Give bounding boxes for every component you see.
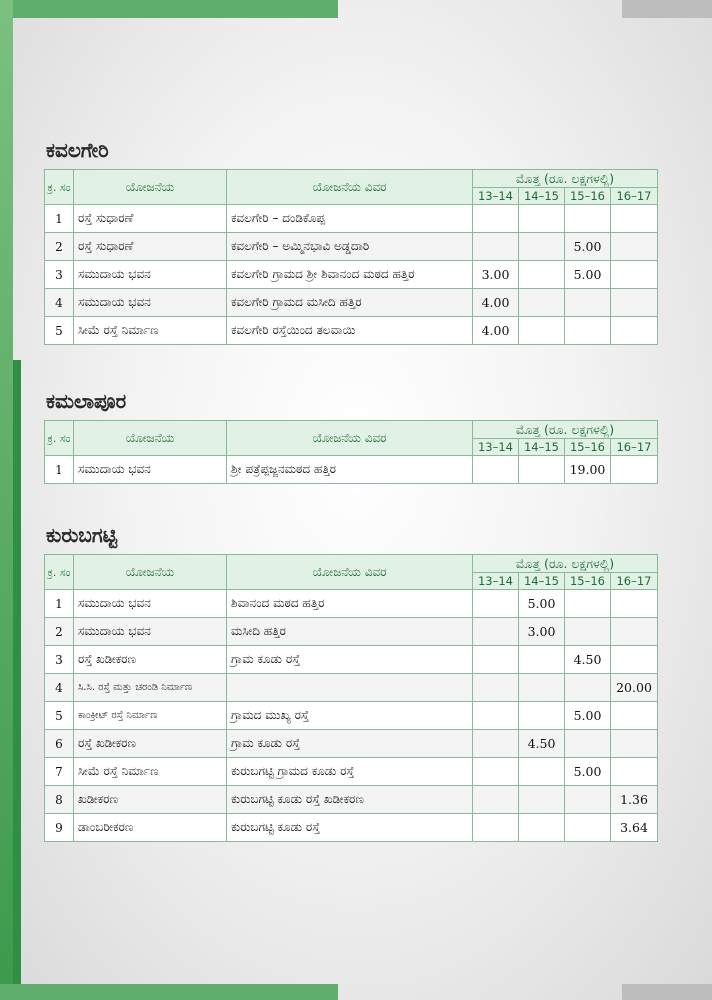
cell-amount: [519, 456, 565, 484]
cell-serial-no: 1: [45, 456, 74, 484]
cell-amount: 5.00: [565, 758, 611, 786]
cell-scheme: ಸಮುದಾಯ ಭವನ: [74, 261, 227, 289]
cell-amount: [519, 289, 565, 317]
section-kurubagatti: [44, 522, 657, 842]
left-dark-green-stripe: [13, 360, 21, 1000]
left-green-stripe: [0, 0, 13, 1000]
cell-amount: [565, 730, 611, 758]
cell-amount: [473, 646, 519, 674]
cell-details: [227, 674, 473, 702]
cell-serial-no: 8: [45, 786, 74, 814]
cell-amount: [611, 261, 658, 289]
cell-amount: [519, 674, 565, 702]
cell-amount: [611, 702, 658, 730]
schemes-table: [44, 169, 658, 345]
table-row: [45, 289, 658, 317]
cell-details: ಗ್ರಾಮ ಕೂಡು ರಸ್ತೆ: [227, 646, 473, 674]
cell-serial-no: 3: [45, 646, 74, 674]
cell-scheme: ಸೀಮೆ ರಸ್ತೆ ನಿರ್ಮಾಣ: [74, 758, 227, 786]
section-title: ಕುರುಬಗಟ್ಟಿ: [46, 523, 118, 547]
cell-details: ಶ್ರೀ ಪತ್ರೆಪ್ಪಜ್ಜನಮಠದ ಹತ್ತಿರ: [227, 456, 473, 484]
cell-amount: [611, 758, 658, 786]
cell-amount: 5.00: [565, 702, 611, 730]
header-serial-no: ಕ್ರ. ಸಂ: [45, 421, 74, 456]
top-gray-bar: [622, 0, 712, 18]
bottom-green-bar: [0, 984, 338, 1000]
cell-details: ಗ್ರಾಮದ ಮುಖ್ಯ ರಸ್ತೆ: [227, 702, 473, 730]
table-row: [45, 317, 658, 345]
cell-amount: [519, 702, 565, 730]
cell-details: ಕುರುಬಗಟ್ಟಿ ಗ್ರಾಮದ ಕೂಡು ರಸ್ತೆ: [227, 758, 473, 786]
cell-amount: [473, 205, 519, 233]
cell-amount: [519, 205, 565, 233]
header-amount: ಮೊತ್ತ (ರೂ. ಲಕ್ಷಗಳಲ್ಲಿ): [473, 421, 658, 439]
cell-serial-no: 7: [45, 758, 74, 786]
header-scheme-details: ಯೋಜನೆಯ ವಿವರ: [227, 170, 473, 205]
cell-amount: [611, 646, 658, 674]
header-serial-no: ಕ್ರ. ಸಂ: [45, 170, 74, 205]
cell-amount: 5.00: [565, 233, 611, 261]
bottom-gray-bar: [622, 984, 712, 1000]
section-title: ಕವಲಗೇರಿ: [46, 138, 109, 162]
top-green-bar: [0, 0, 338, 18]
cell-serial-no: 2: [45, 618, 74, 646]
cell-amount: 4.50: [519, 730, 565, 758]
table-row: [45, 758, 658, 786]
header-serial-no: ಕ್ರ. ಸಂ: [45, 555, 74, 590]
cell-amount: [611, 205, 658, 233]
cell-serial-no: 3: [45, 261, 74, 289]
cell-scheme: ಸಿ.ಸಿ. ರಸ್ತೆ ಮತ್ತು ಚರಂಡಿ ನಿರ್ಮಾಣ: [74, 674, 227, 702]
table-row: [45, 702, 658, 730]
table-row: [45, 456, 658, 484]
cell-amount: [565, 317, 611, 345]
cell-amount: 3.00: [519, 618, 565, 646]
header-scheme-details: ಯೋಜನೆಯ ವಿವರ: [227, 421, 473, 456]
cell-amount: [565, 786, 611, 814]
cell-serial-no: 6: [45, 730, 74, 758]
section-kamalapura: [44, 388, 657, 484]
cell-scheme: ಡಾಂಬರೀಕರಣ: [74, 814, 227, 842]
cell-amount: [565, 590, 611, 618]
table-row: [45, 261, 658, 289]
header-year: 13–14: [473, 188, 519, 205]
cell-amount: [519, 317, 565, 345]
cell-scheme: ರಸ್ತೆ ಸುಧಾರಣೆ: [74, 233, 227, 261]
cell-scheme: ರಸ್ತೆ ಸುಧಾರಣೆ: [74, 205, 227, 233]
cell-serial-no: 9: [45, 814, 74, 842]
cell-scheme: ಖಡೀಕರಣ: [74, 786, 227, 814]
cell-amount: [519, 758, 565, 786]
cell-amount: [473, 233, 519, 261]
header-year: 15–16: [565, 573, 611, 590]
cell-amount: [519, 646, 565, 674]
cell-serial-no: 4: [45, 289, 74, 317]
header-year: 15–16: [565, 188, 611, 205]
cell-amount: [473, 814, 519, 842]
cell-amount: [473, 702, 519, 730]
header-year: 13–14: [473, 573, 519, 590]
cell-amount: [611, 233, 658, 261]
cell-amount: 5.00: [565, 261, 611, 289]
cell-details: ಗ್ರಾಮ ಕೂಡು ರಸ್ತೆ: [227, 730, 473, 758]
header-scheme: ಯೋಜನೆಯ: [74, 555, 227, 590]
table-row: [45, 674, 658, 702]
cell-amount: [611, 730, 658, 758]
cell-scheme: ಸಮುದಾಯ ಭವನ: [74, 590, 227, 618]
cell-serial-no: 1: [45, 205, 74, 233]
cell-amount: [473, 730, 519, 758]
cell-amount: 20.00: [611, 674, 658, 702]
cell-amount: [519, 261, 565, 289]
cell-scheme: ಸಮುದಾಯ ಭವನ: [74, 618, 227, 646]
cell-scheme: ಸೀಮೆ ರಸ್ತೆ ನಿರ್ಮಾಣ: [74, 317, 227, 345]
cell-amount: [519, 233, 565, 261]
cell-details: ಕವಲಗೇರಿ ರಸ್ತೆಯಿಂದ ತಲವಾಯಿ: [227, 317, 473, 345]
header-year: 14–15: [519, 573, 565, 590]
cell-amount: 3.00: [473, 261, 519, 289]
cell-amount: [611, 618, 658, 646]
cell-details: ಶಿವಾನಂದ ಮಠದ ಹತ್ತಿರ: [227, 590, 473, 618]
table-row: [45, 618, 658, 646]
header-year: 14–15: [519, 439, 565, 456]
table-row: [45, 786, 658, 814]
cell-serial-no: 1: [45, 590, 74, 618]
header-year: 16–17: [611, 439, 658, 456]
header-year: 16–17: [611, 573, 658, 590]
cell-amount: [519, 814, 565, 842]
cell-details: ಕವಲಗೇರಿ ಗ್ರಾಮದ ಶ್ರೀ ಶಿವಾನಂದ ಮಠದ ಹತ್ತಿರ: [227, 261, 473, 289]
table-row: [45, 646, 658, 674]
cell-amount: [565, 674, 611, 702]
cell-amount: [473, 618, 519, 646]
schemes-table: [44, 420, 658, 484]
cell-amount: [473, 590, 519, 618]
table-row: [45, 730, 658, 758]
cell-amount: 1.36: [611, 786, 658, 814]
cell-serial-no: 4: [45, 674, 74, 702]
schemes-table: [44, 554, 658, 842]
cell-amount: [611, 289, 658, 317]
cell-serial-no: 2: [45, 233, 74, 261]
cell-amount: [565, 814, 611, 842]
cell-details: ಕವಲಗೇರಿ – ಅಮ್ಮಿನಭಾವಿ ಅಡ್ಡದಾರಿ: [227, 233, 473, 261]
cell-amount: 4.50: [565, 646, 611, 674]
header-amount: ಮೊತ್ತ (ರೂ. ಲಕ್ಷಗಳಲ್ಲಿ): [473, 555, 658, 573]
header-scheme: ಯೋಜನೆಯ: [74, 421, 227, 456]
table-row: [45, 233, 658, 261]
cell-amount: [473, 456, 519, 484]
cell-amount: [611, 456, 658, 484]
cell-amount: [611, 590, 658, 618]
cell-amount: [565, 205, 611, 233]
cell-details: ಕವಲಗೇರಿ ಗ್ರಾಮದ ಮಸೀದಿ ಹತ್ತಿರ: [227, 289, 473, 317]
cell-details: ಕುರುಬಗಟ್ಟಿ ಕೂಡು ರಸ್ತೆ ಖಡೀಕರಣ: [227, 786, 473, 814]
header-year: 15–16: [565, 439, 611, 456]
cell-details: ಕವಲಗೇರಿ – ದಂಡಿಕೊಪ್ಪ: [227, 205, 473, 233]
cell-scheme: ರಸ್ತೆ ಖಡೀಕರಣ: [74, 646, 227, 674]
cell-amount: 5.00: [519, 590, 565, 618]
cell-amount: [473, 674, 519, 702]
cell-details: ಕುರುಬಗಟ್ಟಿ ಕೂಡು ರಸ್ತೆ: [227, 814, 473, 842]
cell-amount: 3.64: [611, 814, 658, 842]
cell-details: ಮಸೀದಿ ಹತ್ತಿರ: [227, 618, 473, 646]
table-row: [45, 814, 658, 842]
table-row: [45, 205, 658, 233]
cell-scheme: ಸಮುದಾಯ ಭವನ: [74, 456, 227, 484]
cell-amount: [565, 618, 611, 646]
cell-amount: [611, 317, 658, 345]
cell-amount: 4.00: [473, 289, 519, 317]
cell-scheme: ಕಾಂಕ್ರೀಟ್ ರಸ್ತೆ ನಿರ್ಮಾಣ: [74, 702, 227, 730]
cell-amount: 4.00: [473, 317, 519, 345]
cell-serial-no: 5: [45, 702, 74, 730]
header-amount: ಮೊತ್ತ (ರೂ. ಲಕ್ಷಗಳಲ್ಲಿ): [473, 170, 658, 188]
table-row: [45, 590, 658, 618]
cell-amount: 19.00: [565, 456, 611, 484]
section-kavalageri: [44, 137, 657, 345]
cell-amount: [473, 758, 519, 786]
header-year: 14–15: [519, 188, 565, 205]
cell-serial-no: 5: [45, 317, 74, 345]
cell-scheme: ಸಮುದಾಯ ಭವನ: [74, 289, 227, 317]
cell-scheme: ರಸ್ತೆ ಖಡೀಕರಣ: [74, 730, 227, 758]
cell-amount: [473, 786, 519, 814]
header-year: 13–14: [473, 439, 519, 456]
section-title: ಕಮಲಾಪೂರ: [46, 389, 127, 413]
cell-amount: [519, 786, 565, 814]
cell-amount: [565, 289, 611, 317]
header-scheme-details: ಯೋಜನೆಯ ವಿವರ: [227, 555, 473, 590]
header-scheme: ಯೋಜನೆಯ: [74, 170, 227, 205]
header-year: 16–17: [611, 188, 658, 205]
